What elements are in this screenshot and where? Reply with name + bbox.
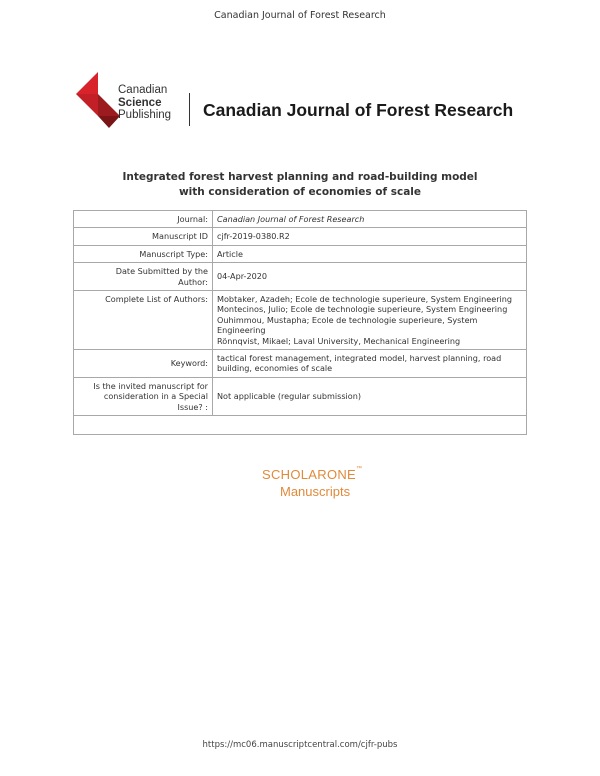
logo-divider (189, 93, 190, 126)
keyword-value: tactical forest management, integrated model, harvest planning, road building, economies of scale (213, 350, 527, 378)
table-row (74, 291, 527, 350)
manuscript-type-label: Manuscript Type: (74, 245, 213, 262)
authors-value (213, 291, 527, 350)
scholarone-brand: SCHOLARONE (262, 467, 357, 482)
paper-title (0, 170, 600, 199)
manuscript-info-table (73, 210, 527, 435)
author-4: Rönnqvist, Mikael; Laval University, Mechanical Engineering (217, 335, 461, 346)
csp-logo-icon (76, 72, 120, 130)
manuscript-id-label: Manuscript ID (74, 228, 213, 245)
manuscript-id-value: cjfr-2019-0380.R2 (213, 228, 527, 245)
manuscript-type-value: Article (213, 245, 527, 262)
title-line-2: with consideration of economies of scale (178, 185, 422, 198)
special-issue-label: Is the invited manuscript for consideration in a Special Issue? : (74, 377, 213, 415)
author-3-cont: Engineering (217, 325, 266, 336)
table-row (74, 350, 527, 378)
table-row (74, 263, 527, 291)
author-3: Ouhimmou, Mustapha; Ecole de technologie superieure, System (217, 314, 478, 325)
date-submitted-label: Date Submitted by the Author: (74, 263, 213, 291)
table-row (74, 228, 527, 245)
journal-label: Journal: (74, 211, 213, 228)
table-row (74, 377, 527, 415)
journal-name: Canadian Journal of Forest Research (203, 100, 514, 120)
scholarone-logo (262, 466, 362, 500)
publisher-line-3: Publishing (118, 109, 172, 121)
keyword-label: Keyword: (74, 350, 213, 378)
journal-value: Canadian Journal of Forest Research (213, 211, 527, 228)
title-line-1: Integrated forest harvest planning and road-building model (122, 171, 478, 183)
running-header: Canadian Journal of Forest Research (214, 10, 386, 21)
table-row (74, 416, 527, 435)
date-submitted-value: 04-Apr-2020 (213, 263, 527, 291)
publisher-line-2: Science (118, 96, 162, 109)
authors-label: Complete List of Authors: (74, 291, 213, 350)
empty-row (74, 416, 527, 435)
publisher-name (118, 84, 171, 122)
publisher-logo (76, 72, 196, 130)
trademark-mark: ™ (356, 466, 363, 472)
table-row (74, 211, 527, 228)
scholarone-sub: Manuscripts (280, 484, 351, 499)
table-row (74, 245, 527, 262)
publisher-line-1: Canadian (118, 84, 168, 96)
special-issue-value: Not applicable (regular submission) (213, 377, 527, 415)
footer-url: https://mc06.manuscriptcentral.com/cjfr-pubs (202, 740, 398, 750)
author-1: Mobtaker, Azadeh; Ecole de technologie superieure, System Engineering (217, 294, 513, 305)
author-2: Montecinos, Julio; Ecole de technologie superieure, System Engineering (217, 304, 508, 315)
